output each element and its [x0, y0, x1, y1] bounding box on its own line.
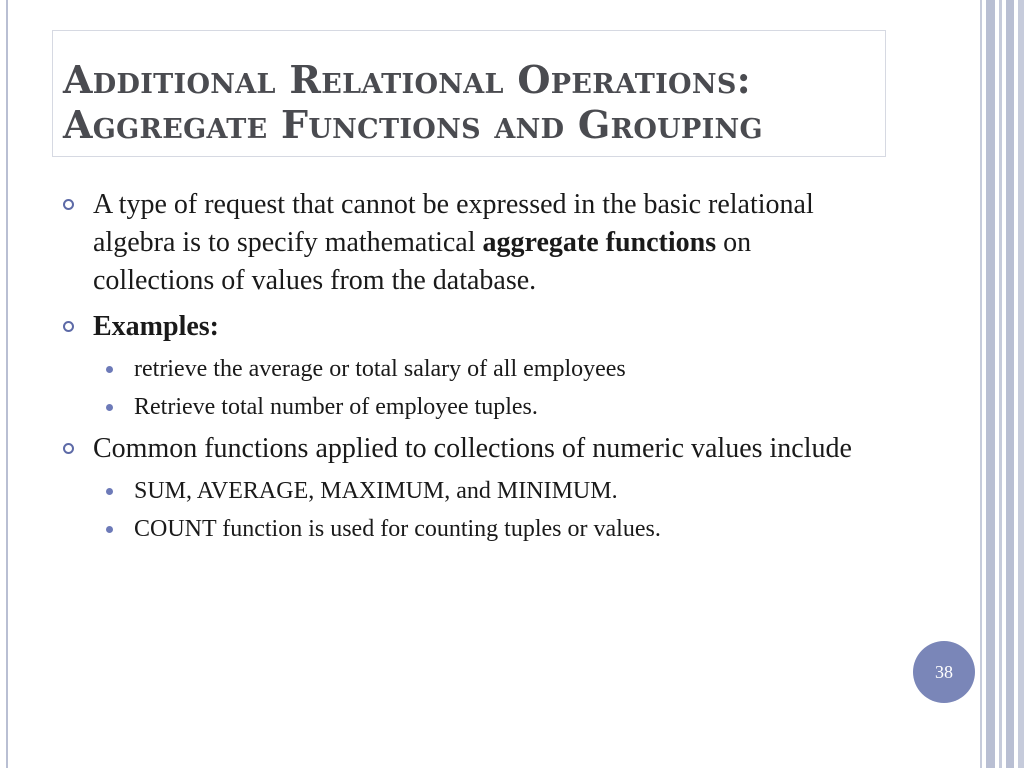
ring-bullet-icon [63, 199, 74, 210]
bullet-bold-heading: Examples: [93, 311, 219, 342]
dot-bullet-icon [106, 366, 113, 373]
ring-bullet-icon [63, 321, 74, 332]
sub-bullet-list [62, 476, 862, 544]
stripe [1018, 0, 1024, 768]
right-decorative-stripes [980, 0, 1024, 768]
page-number-badge: 38 [913, 641, 975, 703]
dot-bullet-icon [106, 488, 113, 495]
slide-title [63, 57, 763, 147]
bullet-item-common-functions [62, 430, 862, 468]
left-border-line [6, 0, 8, 768]
bullet-item-examples [62, 308, 862, 346]
sub-bullet-list [62, 354, 862, 422]
bullet-text: Common functions applied to collections of numeric values include [93, 433, 852, 464]
sub-bullet-text: retrieve the average or total salary of all employees [134, 356, 626, 382]
slide-title-line-1: Additional Relational Operations: [63, 57, 751, 102]
bullet-text: on collections of values from the database. [93, 227, 752, 296]
dot-bullet-icon [106, 404, 113, 411]
sub-bullet-text: COUNT function is used for counting tuples or values. [134, 516, 661, 542]
sub-bullet-text: SUM, AVERAGE, MAXIMUM, and MINIMUM. [134, 478, 618, 504]
stripe [980, 0, 982, 768]
bullet-list [62, 186, 862, 552]
title-box [52, 30, 886, 157]
stripe [999, 0, 1002, 768]
bullet-bold-term: aggregate functions [482, 227, 717, 258]
sub-bullet-item [62, 476, 862, 506]
sub-bullet-item [62, 354, 862, 384]
dot-bullet-icon [106, 526, 113, 533]
bullet-item-aggregate-request [62, 186, 862, 300]
stripe [1006, 0, 1014, 768]
stripe [986, 0, 995, 768]
sub-bullet-item [62, 392, 862, 422]
sub-bullet-text: Retrieve total number of employee tuples. [134, 394, 538, 420]
slide-title-line-2: Aggregate Functions and Grouping [63, 102, 763, 147]
bullet-text: A type of request that cannot be expressed in the basic relational algebra is to specify mathematical [93, 189, 814, 258]
ring-bullet-icon [63, 443, 74, 454]
sub-bullet-item [62, 514, 862, 544]
